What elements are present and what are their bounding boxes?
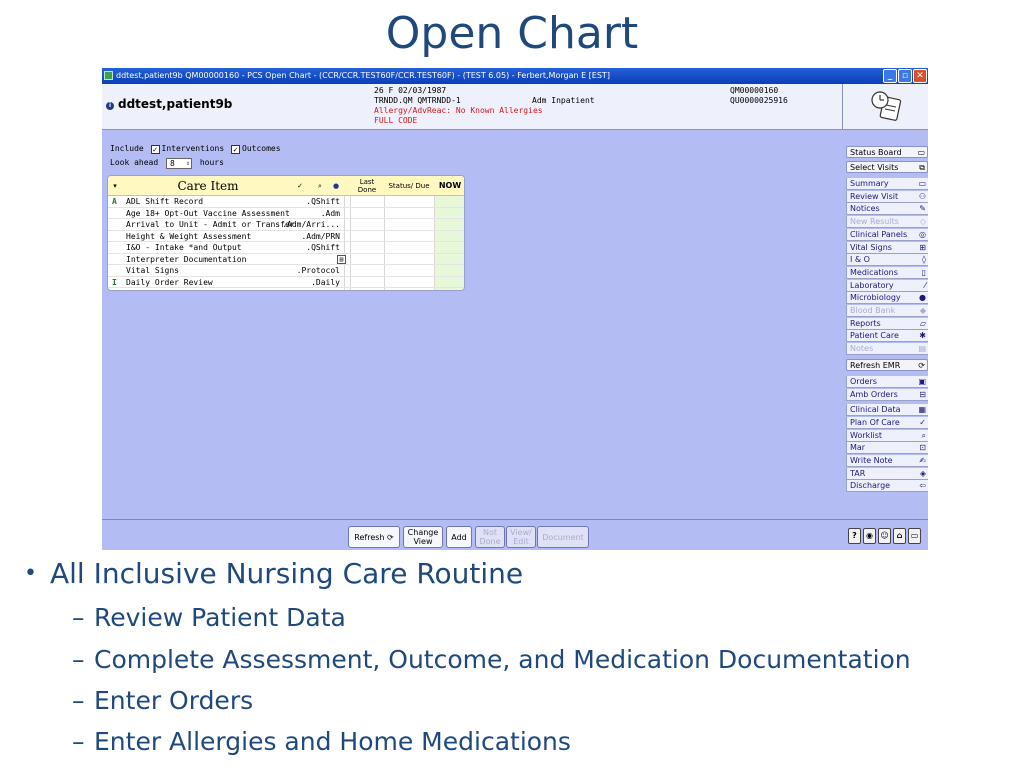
sidebar-item-icon: ▱	[919, 318, 926, 328]
sidebar-item-icon: ⌕	[921, 430, 926, 440]
sidebar-item-icon: ▯	[921, 267, 926, 277]
sidebar-item-icon: ⁄	[924, 280, 926, 290]
sidebar-item-label: TAR	[850, 468, 866, 478]
care-item-schedule: .Adm/Arri...	[282, 220, 340, 229]
intervention-filter-icon[interactable]: ✓	[297, 182, 303, 190]
sidebar-item-icon: ⊡	[919, 443, 926, 453]
care-item-header[interactable]: Care Item	[177, 179, 239, 193]
sidebar-item-label: Microbiology	[850, 293, 901, 303]
patient-name[interactable]: i ddtest,patient9b	[106, 97, 232, 111]
care-item-name: Age 18+ Opt-Out Vaccine Assessment	[126, 208, 290, 218]
slide-title: Open Chart	[385, 8, 639, 59]
now-header[interactable]: NOW	[438, 181, 462, 190]
allergy-text[interactable]: Allergy/AdvReac: No Known Allergies	[374, 106, 543, 115]
sidebar-item-select-visits[interactable]	[846, 161, 928, 173]
sidebar-item-icon: ▦	[918, 405, 926, 415]
sidebar-item-orders[interactable]	[846, 376, 928, 388]
clock-panel	[842, 84, 928, 130]
sidebar-item-label: Mar	[850, 443, 866, 453]
account-number: QM00000160	[730, 86, 779, 95]
window-controls	[883, 69, 927, 83]
unit-number: QU0000025916	[730, 96, 788, 105]
patient-demographics: 26 F 02/03/1987	[374, 86, 447, 95]
sidebar-item-label: I & O	[850, 255, 870, 265]
look-ahead-stepper[interactable]: 8 ⇕	[166, 158, 192, 169]
sidebar-item-reports[interactable]	[846, 318, 928, 330]
care-item-name: Vital Signs	[126, 266, 179, 275]
not-done-button[interactable]: Not Done	[475, 526, 505, 548]
sidebar-item-icon: ✱	[919, 331, 926, 341]
sidebar-item-notices[interactable]	[846, 203, 928, 215]
help-icon[interactable]: ●	[332, 182, 340, 190]
sidebar-item-new-results[interactable]	[846, 216, 928, 228]
sidebar-item-tar[interactable]	[846, 468, 928, 480]
minimize-button[interactable]: _	[883, 69, 897, 83]
sidebar-item-label: Amb Orders	[850, 389, 898, 399]
view-edit-button[interactable]: View/ Edit	[506, 526, 536, 548]
sidebar-item-label: Clinical Panels	[850, 229, 908, 239]
look-ahead-label: Look ahead	[110, 158, 159, 167]
window-titlebar[interactable]	[102, 68, 928, 84]
document-button[interactable]: Document	[537, 526, 589, 548]
include-filter-row	[110, 144, 281, 154]
sidebar-item-icon: ⊟	[919, 389, 926, 399]
sidebar-item-label: Plan Of Care	[850, 417, 900, 427]
info-icon[interactable]: i	[106, 102, 114, 110]
sidebar-item-worklist[interactable]	[846, 430, 928, 442]
sidebar-item-label: Worklist	[850, 430, 883, 440]
sidebar-item-icon: ⧉	[919, 163, 925, 172]
add-button[interactable]: Add	[446, 526, 472, 548]
sidebar-item-icon: ✍	[919, 456, 926, 465]
window-title: ddtest,patient9b QM00000160 - PCS Open Chart - (CCR/CCR.TEST60F/CCR.TEST60F) - (TEST 6.05) - Ferbert,Morgan E [EST]	[116, 71, 610, 80]
sidebar-item-notes[interactable]	[846, 343, 928, 355]
sidebar-item-label: Review Visit	[850, 191, 899, 201]
care-item-name: Arrival to Unit - Admit or Transfer	[126, 220, 295, 229]
status-due-header[interactable]: Status/ Due	[388, 182, 430, 190]
sidebar-item-label: Medications	[850, 267, 898, 277]
patient-location: TRNDD.QM QMTRNDD-1	[374, 96, 461, 105]
outcomes-label: Outcomes	[242, 144, 281, 153]
care-item-schedule: .QShift	[306, 243, 340, 252]
sidebar-item-icon: ⚇	[918, 191, 926, 201]
outcome-filter-icon[interactable]: ⌕	[318, 182, 322, 190]
sidebar-item-icon: ◊	[922, 255, 926, 265]
refresh-button[interactable]: Refresh ⟳	[348, 526, 400, 548]
sidebar-item-plan-of-care[interactable]	[846, 417, 928, 429]
row-flag: A	[112, 197, 117, 206]
outcomes-checkbox[interactable]: ✓	[231, 145, 240, 154]
clock-clipboard-icon[interactable]	[869, 89, 903, 123]
sidebar-item-icon: ✎	[919, 204, 926, 214]
care-item-schedule: .Adm	[320, 208, 340, 218]
sidebar-item-icon: ●	[919, 293, 926, 303]
sidebar-item-label: Vital Signs	[850, 242, 892, 252]
sidebar-item-summary[interactable]	[846, 178, 928, 190]
last-done-header[interactable]: Last Done	[357, 178, 377, 194]
sidebar-item-label: Clinical Data	[850, 405, 901, 415]
home-icon[interactable]: ⌂	[893, 528, 906, 544]
table-row[interactable]	[108, 265, 465, 277]
sidebar-item-label: Orders	[850, 376, 877, 386]
table-row[interactable]	[108, 242, 465, 254]
change-view-button[interactable]: Change View	[403, 526, 443, 548]
sidebar-item-icon: ⟳	[918, 360, 925, 370]
document-marker-icon[interactable]: ▤	[337, 255, 346, 264]
interventions-checkbox[interactable]: ✓	[151, 145, 160, 154]
interventions-label: Interventions	[161, 144, 225, 153]
sidebar-item-laboratory[interactable]	[846, 280, 928, 292]
care-item-name: Daily Order Review	[126, 277, 213, 287]
sidebar-item-discharge[interactable]	[846, 480, 928, 492]
sidebar-item-blood-bank[interactable]	[846, 305, 928, 317]
sidebar-item-label: Patient Care	[850, 331, 899, 341]
sidebar-item-clinical-panels[interactable]	[846, 229, 928, 241]
care-item-schedule: .Adm/PRN	[301, 231, 340, 241]
care-item-name: Interpreter Documentation	[126, 254, 247, 264]
window-icon[interactable]: ▭	[908, 528, 921, 544]
sidebar-item-vital-signs[interactable]	[846, 242, 928, 254]
sidebar-item-label: Notices	[850, 204, 880, 214]
care-item-schedule: .Daily	[311, 277, 340, 287]
sidebar-item-label: New Results	[850, 217, 899, 227]
grid-header	[108, 176, 465, 196]
sidebar-item-icon: ⇦	[919, 481, 926, 491]
care-item-schedule: .Protocol	[296, 266, 340, 275]
sidebar-item-patient-care[interactable]	[846, 330, 928, 342]
sidebar-item-mar[interactable]	[846, 442, 928, 454]
sidebar-item-status-board[interactable]	[846, 146, 928, 158]
care-item-schedule: .QShift	[306, 197, 340, 206]
globe-icon[interactable]: ◉	[863, 528, 876, 544]
sidebar-item-icon: ⊞	[919, 242, 926, 252]
sidebar-item-microbiology[interactable]	[846, 292, 928, 304]
app-icon	[104, 71, 113, 80]
sidebar-item-review-visit[interactable]	[846, 191, 928, 203]
sidebar-item-label: Blood Bank	[850, 306, 896, 315]
row-flag: I	[112, 277, 117, 287]
sidebar-item-label: Select Visits	[850, 163, 899, 172]
sidebar-item-label: Discharge	[850, 481, 891, 491]
refresh-icon: ⟳	[387, 532, 394, 542]
sidebar-item-refresh-emr[interactable]	[846, 359, 928, 371]
sidebar-item-label: Refresh EMR	[850, 360, 901, 370]
sidebar-item-icon: ▭	[917, 148, 925, 157]
care-item-name: I&O - Intake *and Output	[126, 243, 242, 252]
help-button[interactable]: ?	[848, 528, 861, 544]
sidebar-item-icon: ◈	[919, 468, 926, 478]
sort-menu-icon[interactable]: ▾	[113, 182, 117, 190]
maximize-button[interactable]: ▫	[898, 69, 912, 83]
patient-header	[102, 84, 842, 130]
table-row[interactable]	[108, 254, 465, 266]
patient-status: Adm Inpatient	[532, 96, 595, 105]
code-status: FULL CODE	[374, 116, 418, 125]
sidebar-item-icon: ◎	[919, 229, 926, 239]
sidebar-item-write-note[interactable]	[846, 455, 928, 467]
sidebar	[844, 146, 928, 522]
sidebar-item-label: Write Note	[850, 456, 893, 465]
bottom-toolbar	[102, 519, 928, 550]
sidebar-item-medications[interactable]	[846, 267, 928, 279]
table-row[interactable]	[108, 231, 465, 243]
sidebar-item-clinical-data[interactable]	[846, 404, 928, 416]
sidebar-item-icon: ▣	[918, 376, 926, 386]
sidebar-item-label: Summary	[850, 179, 889, 188]
sidebar-item-label: Reports	[850, 318, 881, 328]
sidebar-item-label: Notes	[850, 344, 874, 354]
tool-buttons	[848, 528, 921, 544]
care-item-name: Height & Weight Assessment	[126, 231, 252, 241]
sidebar-item-icon: ◆	[919, 306, 926, 315]
sidebar-item-i-o[interactable]	[846, 254, 928, 266]
sidebar-item-amb-orders[interactable]	[846, 389, 928, 401]
spinner-arrows-icon[interactable]: ⇕	[186, 160, 190, 167]
sidebar-item-icon: ✓	[919, 417, 926, 427]
close-button[interactable]: ✕	[913, 69, 927, 83]
table-row[interactable]	[108, 277, 465, 289]
sidebar-item-icon: ◇	[919, 217, 926, 227]
look-ahead-row	[110, 158, 224, 169]
user-icon[interactable]: ☺	[878, 528, 891, 544]
table-row[interactable]	[108, 196, 465, 208]
care-item-grid	[107, 175, 465, 291]
sidebar-item-icon: ▤	[918, 344, 926, 354]
care-item-name: ADL Shift Record	[126, 197, 204, 206]
hours-label: hours	[199, 158, 224, 167]
sidebar-item-label: Status Board	[850, 148, 902, 157]
sidebar-item-label: Laboratory	[850, 280, 894, 290]
sidebar-item-icon: ▭	[918, 179, 926, 188]
include-label: Include	[110, 144, 144, 153]
table-row[interactable]	[108, 208, 465, 220]
table-row[interactable]	[108, 219, 465, 231]
pcs-open-chart-window	[102, 68, 928, 550]
